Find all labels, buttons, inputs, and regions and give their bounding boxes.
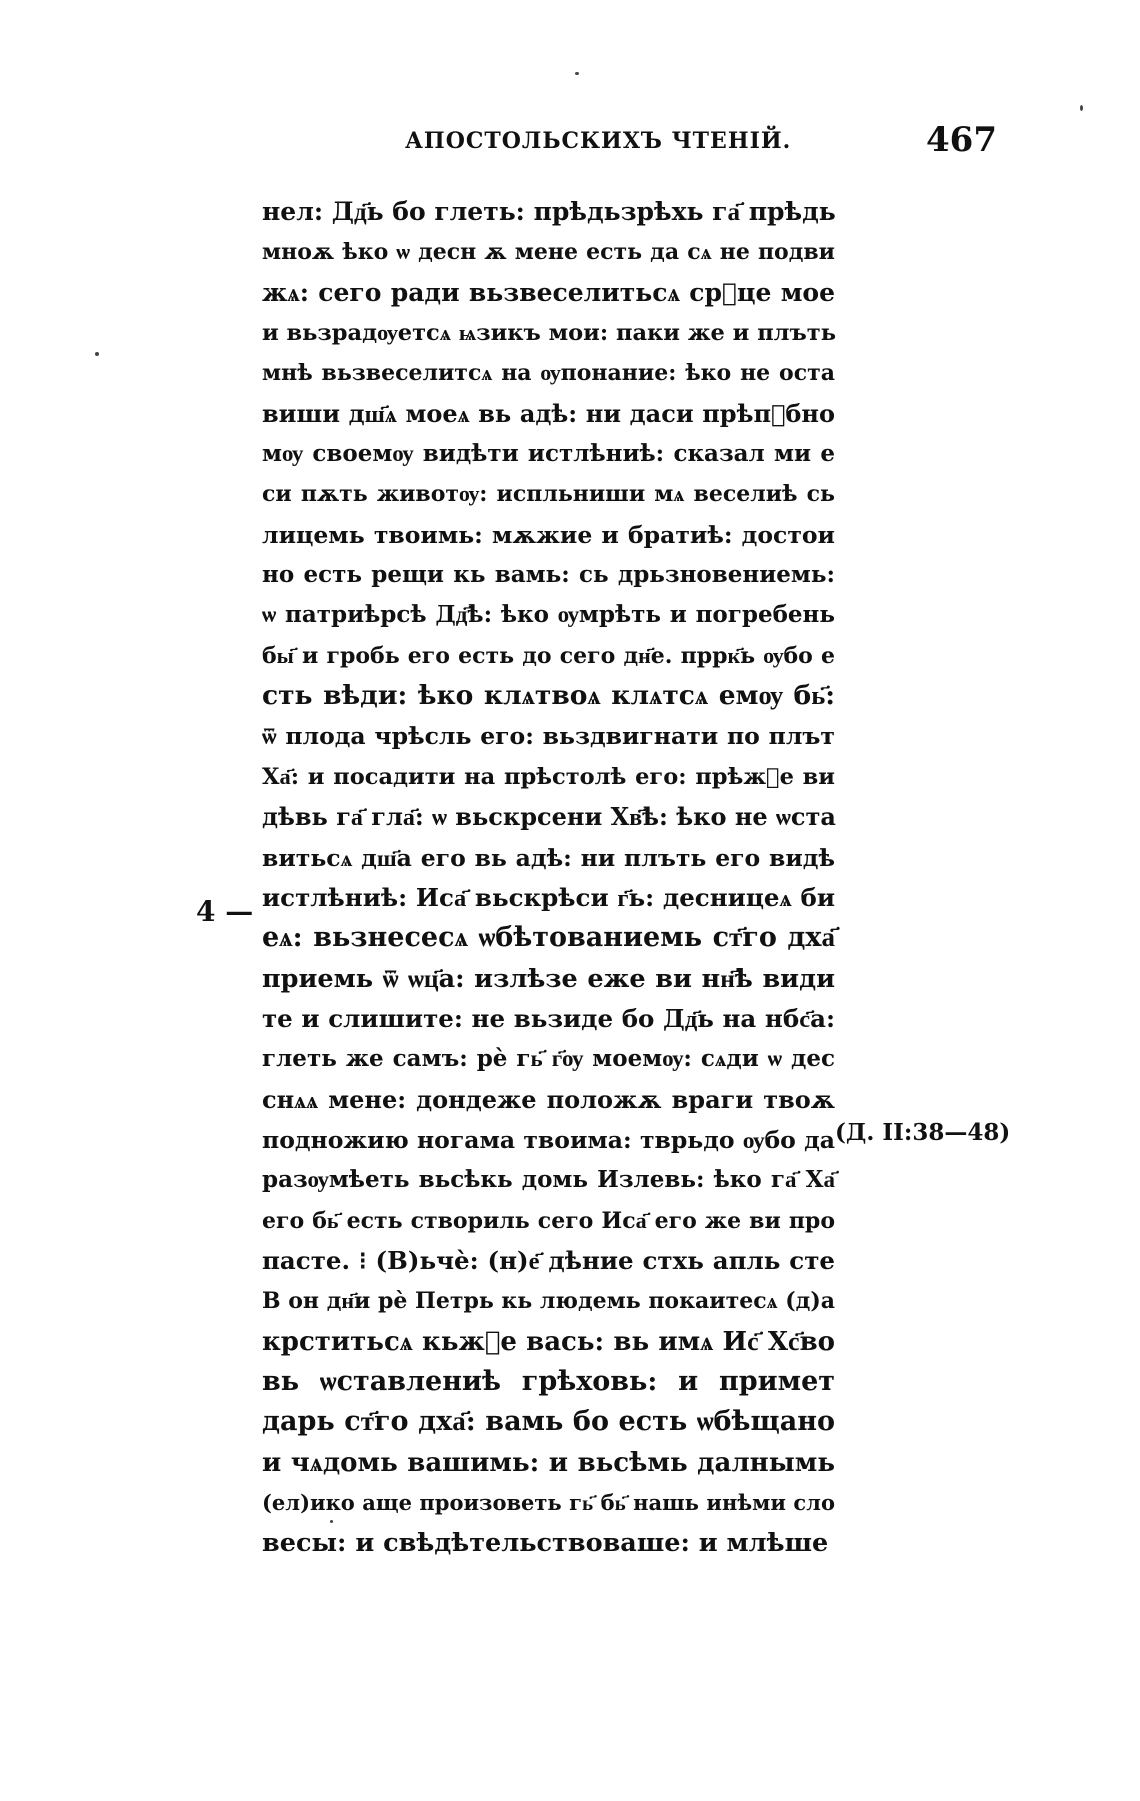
- text-line: сть вѣди: ѣко клѧтвоѧ клѧтсѧ емѹ бь҃:: [262, 680, 835, 712]
- text-line: те и слишите: не вьзиде бо Дд҃ь на нбс҃а:: [262, 1003, 835, 1033]
- text-line: Ха҃: и посадити на прѣстолѣ его: прѣжⷣе ви: [262, 763, 835, 790]
- text-line: вь ѡставлениѣ грѣховь: и примет: [262, 1365, 835, 1397]
- print-speck: [330, 1520, 333, 1523]
- page-number: 467: [926, 120, 997, 160]
- text-line: (ел)ико аще произоветь гь҃ бь҃ нашь инѣми сло: [262, 1490, 835, 1515]
- text-line: мѹ своемѹ видѣти истлѣниѣ: сказал ми е: [262, 440, 835, 468]
- text-line: бы҃ и гробь его есть до сего дн҃е. пррк҃ь ѹбо е: [262, 642, 835, 669]
- print-speck: [1080, 105, 1083, 111]
- text-line: си пѫть животѹ: испльниши мѧ веселиѣ сь: [262, 481, 835, 508]
- text-line: еѧ: вьзнесесѧ ѡбѣтованиемь ст҃го дха҃: [262, 922, 835, 954]
- text-line: пасте. ⁝ (В)ьчѐ: (н)е҃ дѣние стхь апль сте: [262, 1245, 835, 1275]
- text-line: крститьсѧ кьжⷣе вась: вь имѧ Ис҃ Хс҃во: [262, 1326, 835, 1357]
- text-line: виши дш҃ѧ моеѧ вь адѣ: ни даси прѣпⷣбно: [262, 398, 835, 428]
- text-line: витьсѧ дш҃а его вь адѣ: ни плъть его видѣ: [262, 843, 835, 872]
- text-line: разѹмѣеть вьсѣкь домь Излевь: ѣко га҃ Ха҃: [262, 1166, 835, 1194]
- text-line: его бь҃ есть створиль сего Иса҃ его же ви про: [262, 1207, 835, 1234]
- text-line: нел: Дд҃ь бо глеть: прѣдьзрѣхь га҃ прѣдь: [262, 197, 836, 226]
- text-line: дарь ст҃го дха҃: вамь бо есть ѡбѣщано: [262, 1406, 835, 1438]
- text-line: истлѣниѣ: Иса҃ вьскрѣси г҃ь: десницеѧ би: [262, 882, 835, 912]
- running-title: АПОСТОЛЬСКИХЪ ЧТЕНІЙ.: [405, 128, 792, 154]
- text-line: глеть же самъ: рѐ гь҃ г҃ѹ моемѹ: сѧди ѡ дес: [262, 1045, 835, 1073]
- section-marker: 4 —: [196, 895, 254, 928]
- main-text-block: [262, 192, 835, 1564]
- text-line: весы: и свѣдѣтельствоваше: и млѣше: [262, 1528, 829, 1559]
- text-line: и чѧдомь вашимь: и вьсѣмь далнымь: [262, 1447, 835, 1478]
- text-line: снѧѧ мене: дондеже положѫ враги твоѫ: [262, 1084, 835, 1114]
- text-line: приемь ѿ ѡц҃а: излѣзе еже ви нн҃ѣ види: [262, 963, 835, 994]
- print-speck: [575, 72, 579, 75]
- text-line: мнѣ вьзвеселитсѧ на ѹпонание: ѣко не оста: [262, 360, 835, 387]
- cross-reference: (Д. II:38—48): [835, 1119, 1011, 1146]
- text-line: дѣвь га҃ гла҃: ѡ вьскрсени Хв҃ѣ: ѣко не ѡста: [262, 802, 836, 832]
- text-line: жѧ: сего ради вьзвеселитьсѧ срⷣце мое: [262, 277, 835, 307]
- text-line: лицемь твоимь: мѫжие и братиѣ: достои: [262, 520, 835, 549]
- text-line: и вьзрадѹетсѧ ѩзикъ мои: паки же и плъть: [262, 320, 837, 347]
- text-line: мноѫ ѣко ѡ десн ѫ мене есть да сѧ не подви: [262, 239, 835, 266]
- text-line: В он дн҃и рѐ Петрь кь людемь покаитесѧ (д)а: [262, 1288, 835, 1315]
- print-speck: [95, 352, 99, 356]
- text-line: ѡ патриѣрсѣ Дд҃ѣ: ѣко ѹмрѣть и погребень: [262, 601, 835, 629]
- text-line: ѿ плода чрѣсль его: вьздвигнати по плът: [262, 722, 835, 751]
- text-line: но есть рещи кь вамь: сь дрьзновениемь:: [262, 561, 835, 589]
- text-line: подножию ногама твоима: тврьдо ѹбо да: [262, 1125, 835, 1154]
